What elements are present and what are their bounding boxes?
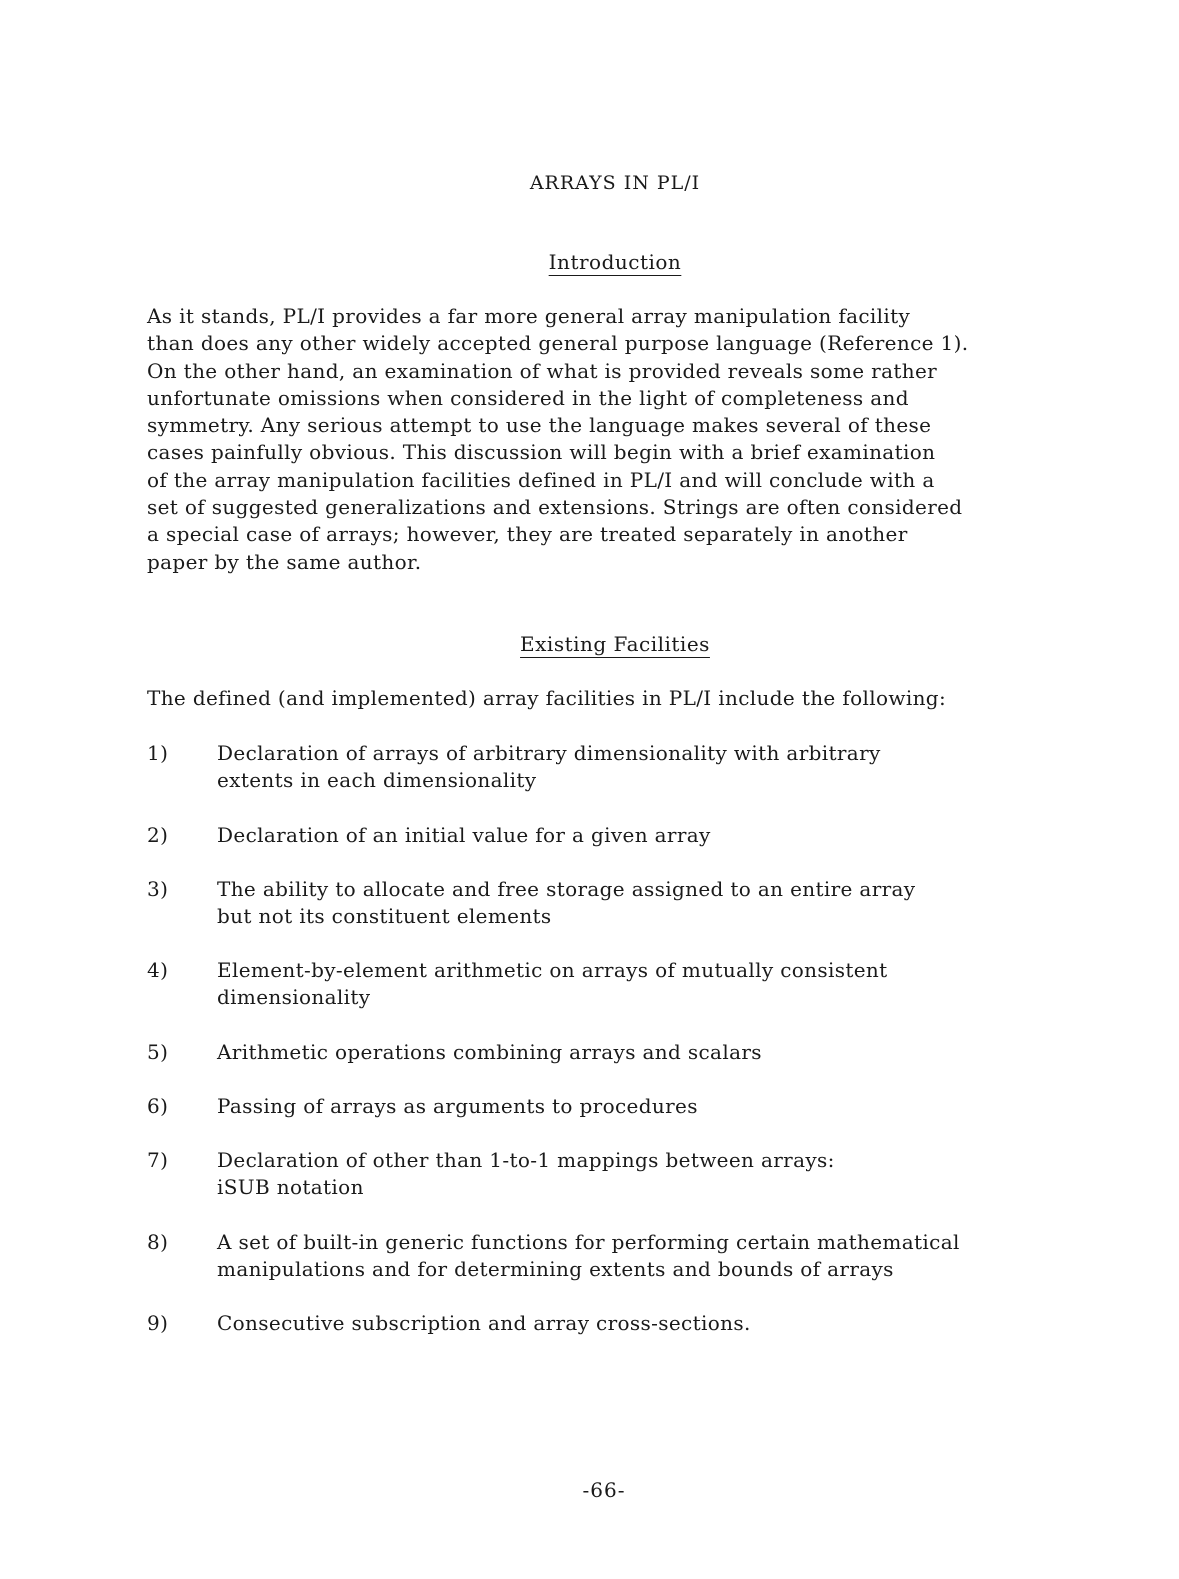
section-heading-existing-facilities <box>0 632 1179 656</box>
list-item-number: 2) <box>147 823 169 847</box>
section-heading-introduction <box>0 250 1179 274</box>
list-item-text: Passing of arrays as arguments to procedures <box>217 1094 698 1118</box>
list-item-text: Declaration of arrays of arbitrary dimensionality with arbitrary extents in each dimensionality <box>217 741 881 793</box>
list-item-text: Element-by-element arithmetic on arrays of mutually consistent dimensionality <box>217 958 888 1010</box>
document-title: ARRAYS IN PL/I <box>529 172 701 194</box>
list-item-number: 9) <box>147 1311 169 1335</box>
list-item-text: The ability to allocate and free storage assigned to an entire array but not its constituent elements <box>217 877 916 929</box>
list-item-number: 6) <box>147 1094 169 1118</box>
list-item-number: 7) <box>147 1148 169 1172</box>
list-item-text: A set of built-in generic functions for performing certain mathematical manipulations and for determining extents and bounds of arrays <box>217 1230 960 1282</box>
list-item-text: Consecutive subscription and array cross-sections. <box>217 1311 751 1335</box>
existing-facilities-lead: The defined (and implemented) array facilities in PL/I include the following: <box>147 686 947 710</box>
list-item-number: 8) <box>147 1230 169 1254</box>
page-number: -66- <box>582 1478 626 1502</box>
list-item-number: 1) <box>147 741 169 765</box>
introduction-paragraph: As it stands, PL/I provides a far more general array manipulation facility than does any other widely accepted general purpose language (Reference 1). On the other hand, an examination of what is provided reveals some rather unfortunate omissions when considered in the light of completeness and symmetry. Any serious attempt to use the language makes several of these cases painfully obvious. This discussion will begin with a brief examination of the array manipulation facilities defined in PL/I and will conclude with a set of suggested generalizations and extensions. Strings are often considered a special case of arrays; however, they are treated separately in another paper by the same author. <box>147 304 969 574</box>
list-item-text: Declaration of an initial value for a given array <box>217 823 711 847</box>
section-heading-existing-facilities-text: Existing Facilities <box>520 632 710 656</box>
list-item-number: 3) <box>147 877 169 901</box>
list-item-number: 5) <box>147 1040 169 1064</box>
list-item-text: Arithmetic operations combining arrays and scalars <box>217 1040 762 1064</box>
list-item-number: 4) <box>147 958 169 982</box>
list-item-text: Declaration of other than 1-to-1 mappings between arrays: iSUB notation <box>217 1148 835 1200</box>
section-heading-introduction-text: Introduction <box>548 250 682 274</box>
